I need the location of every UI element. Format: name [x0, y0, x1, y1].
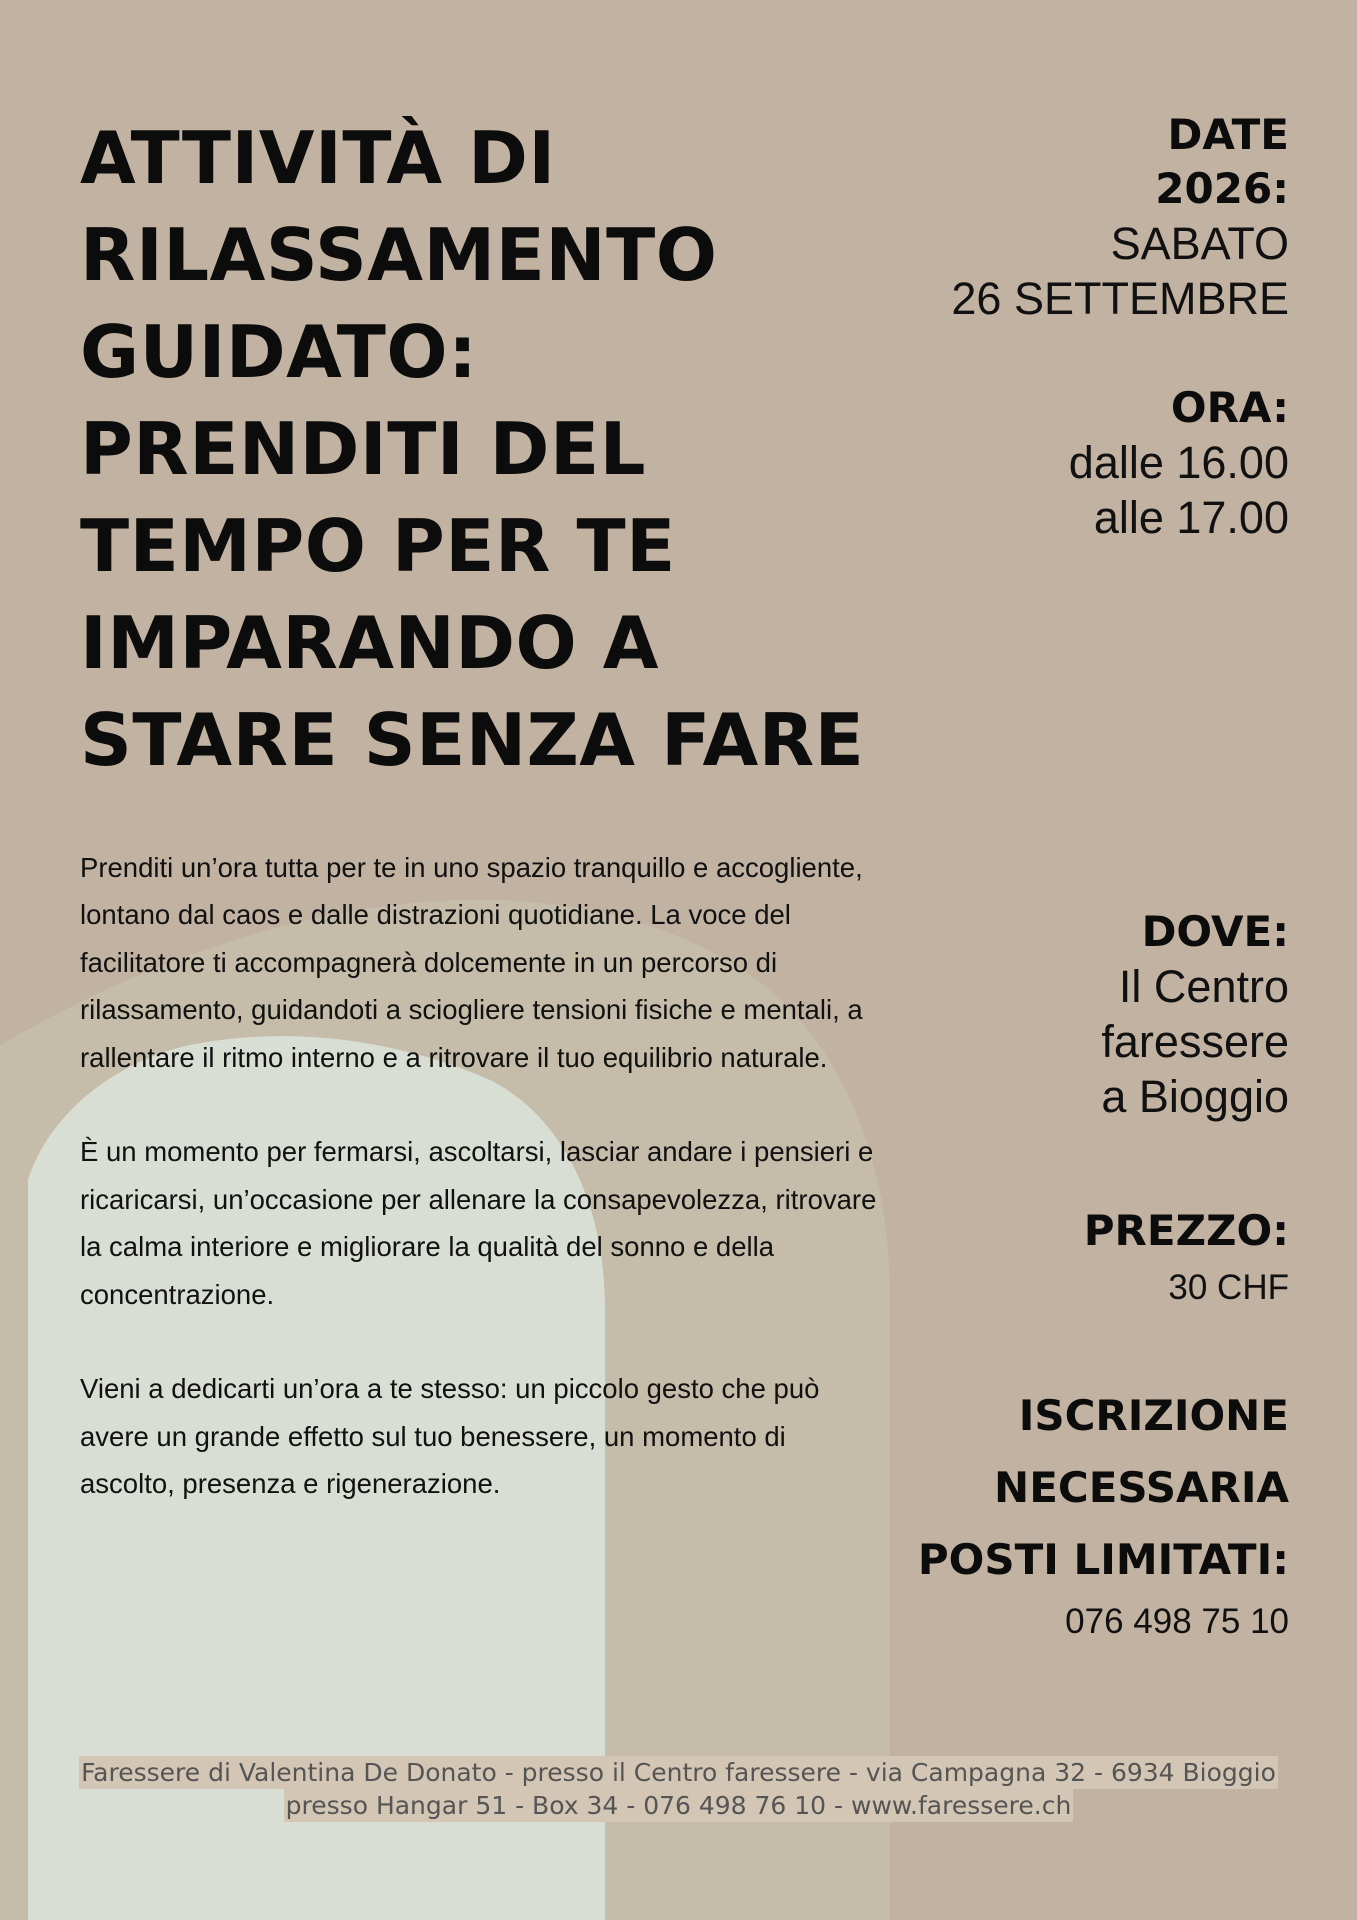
registration-phone: 076 498 75 10	[1065, 1602, 1289, 1641]
date-label: DATE	[1167, 110, 1289, 159]
description-paragraph-3: Vieni a dedicarti un’ora a te stesso: un piccolo gesto che può avere un grande effetto sul tuo benessere, un momento di ascolto, presenza e rigenerazione.	[80, 1373, 820, 1500]
place-line-1: Il Centro	[1118, 961, 1289, 1012]
footer	[0, 1756, 1357, 1822]
description-paragraph-1: Prenditi un’ora tutta per te in uno spazio tranquillo e accogliente, lontano dal caos e dalle distrazioni quotidiane. La voce del facilitatore ti accompagnerà dolcemente in un percorso di rilassamento, guidandoti a sciogliere tensioni fisiche e mentali, a rallentare il ritmo interno e a ritrovare il tuo equilibrio naturale.	[80, 852, 863, 1073]
title-line: ATTIVITÀ DI	[80, 116, 556, 200]
date-day: 26 SETTEMBRE	[951, 273, 1289, 324]
registration-block	[918, 1380, 1289, 1644]
time-start: dalle 16.00	[1068, 437, 1289, 488]
price-label: PREZZO:	[1083, 1206, 1289, 1255]
place-line-3: a Bioggio	[1101, 1071, 1289, 1122]
footer-line-1: Faressere di Valentina De Donato - presso il Centro faressere - via Campagna 32 - 6934 Bioggio	[81, 1758, 1276, 1787]
title-line: TEMPO PER TE	[80, 504, 676, 588]
registration-label-3: POSTI LIMITATI:	[917, 1535, 1289, 1584]
date-block	[951, 108, 1289, 326]
price-block	[1084, 1204, 1289, 1310]
place-label: DOVE:	[1141, 907, 1289, 956]
place-line-2: faressere	[1101, 1016, 1289, 1067]
price-value: 30 CHF	[1168, 1268, 1289, 1307]
description-paragraph-2: È un momento per fermarsi, ascoltarsi, lasciar andare i pensieri e ricaricarsi, un’occasione per allenare la consapevolezza, ritrovare la calma interiore e migliorare la qualità del sonno e della concentrazione.	[80, 1136, 877, 1310]
title-line: IMPARANDO A	[80, 601, 660, 685]
registration-label-1: ISCRIZIONE	[1018, 1391, 1289, 1440]
time-end: alle 17.00	[1093, 492, 1289, 543]
title-line: RILASSAMENTO	[80, 213, 718, 297]
footer-line-2: presso Hangar 51 - Box 34 - 076 498 76 10 - www.faressere.ch	[285, 1791, 1072, 1820]
date-year-label: 2026:	[1155, 164, 1289, 213]
description	[80, 844, 880, 1508]
registration-label-2: NECESSARIA	[994, 1463, 1289, 1512]
title-line: PRENDITI DEL	[80, 407, 647, 491]
place-block	[1101, 905, 1289, 1124]
title-line: STARE SENZA FARE	[80, 698, 865, 782]
title-line: GUIDATO:	[80, 310, 478, 394]
time-label: ORA:	[1170, 383, 1289, 432]
time-block	[1069, 381, 1289, 545]
date-weekday: SABATO	[1110, 218, 1289, 269]
event-title	[80, 110, 920, 789]
